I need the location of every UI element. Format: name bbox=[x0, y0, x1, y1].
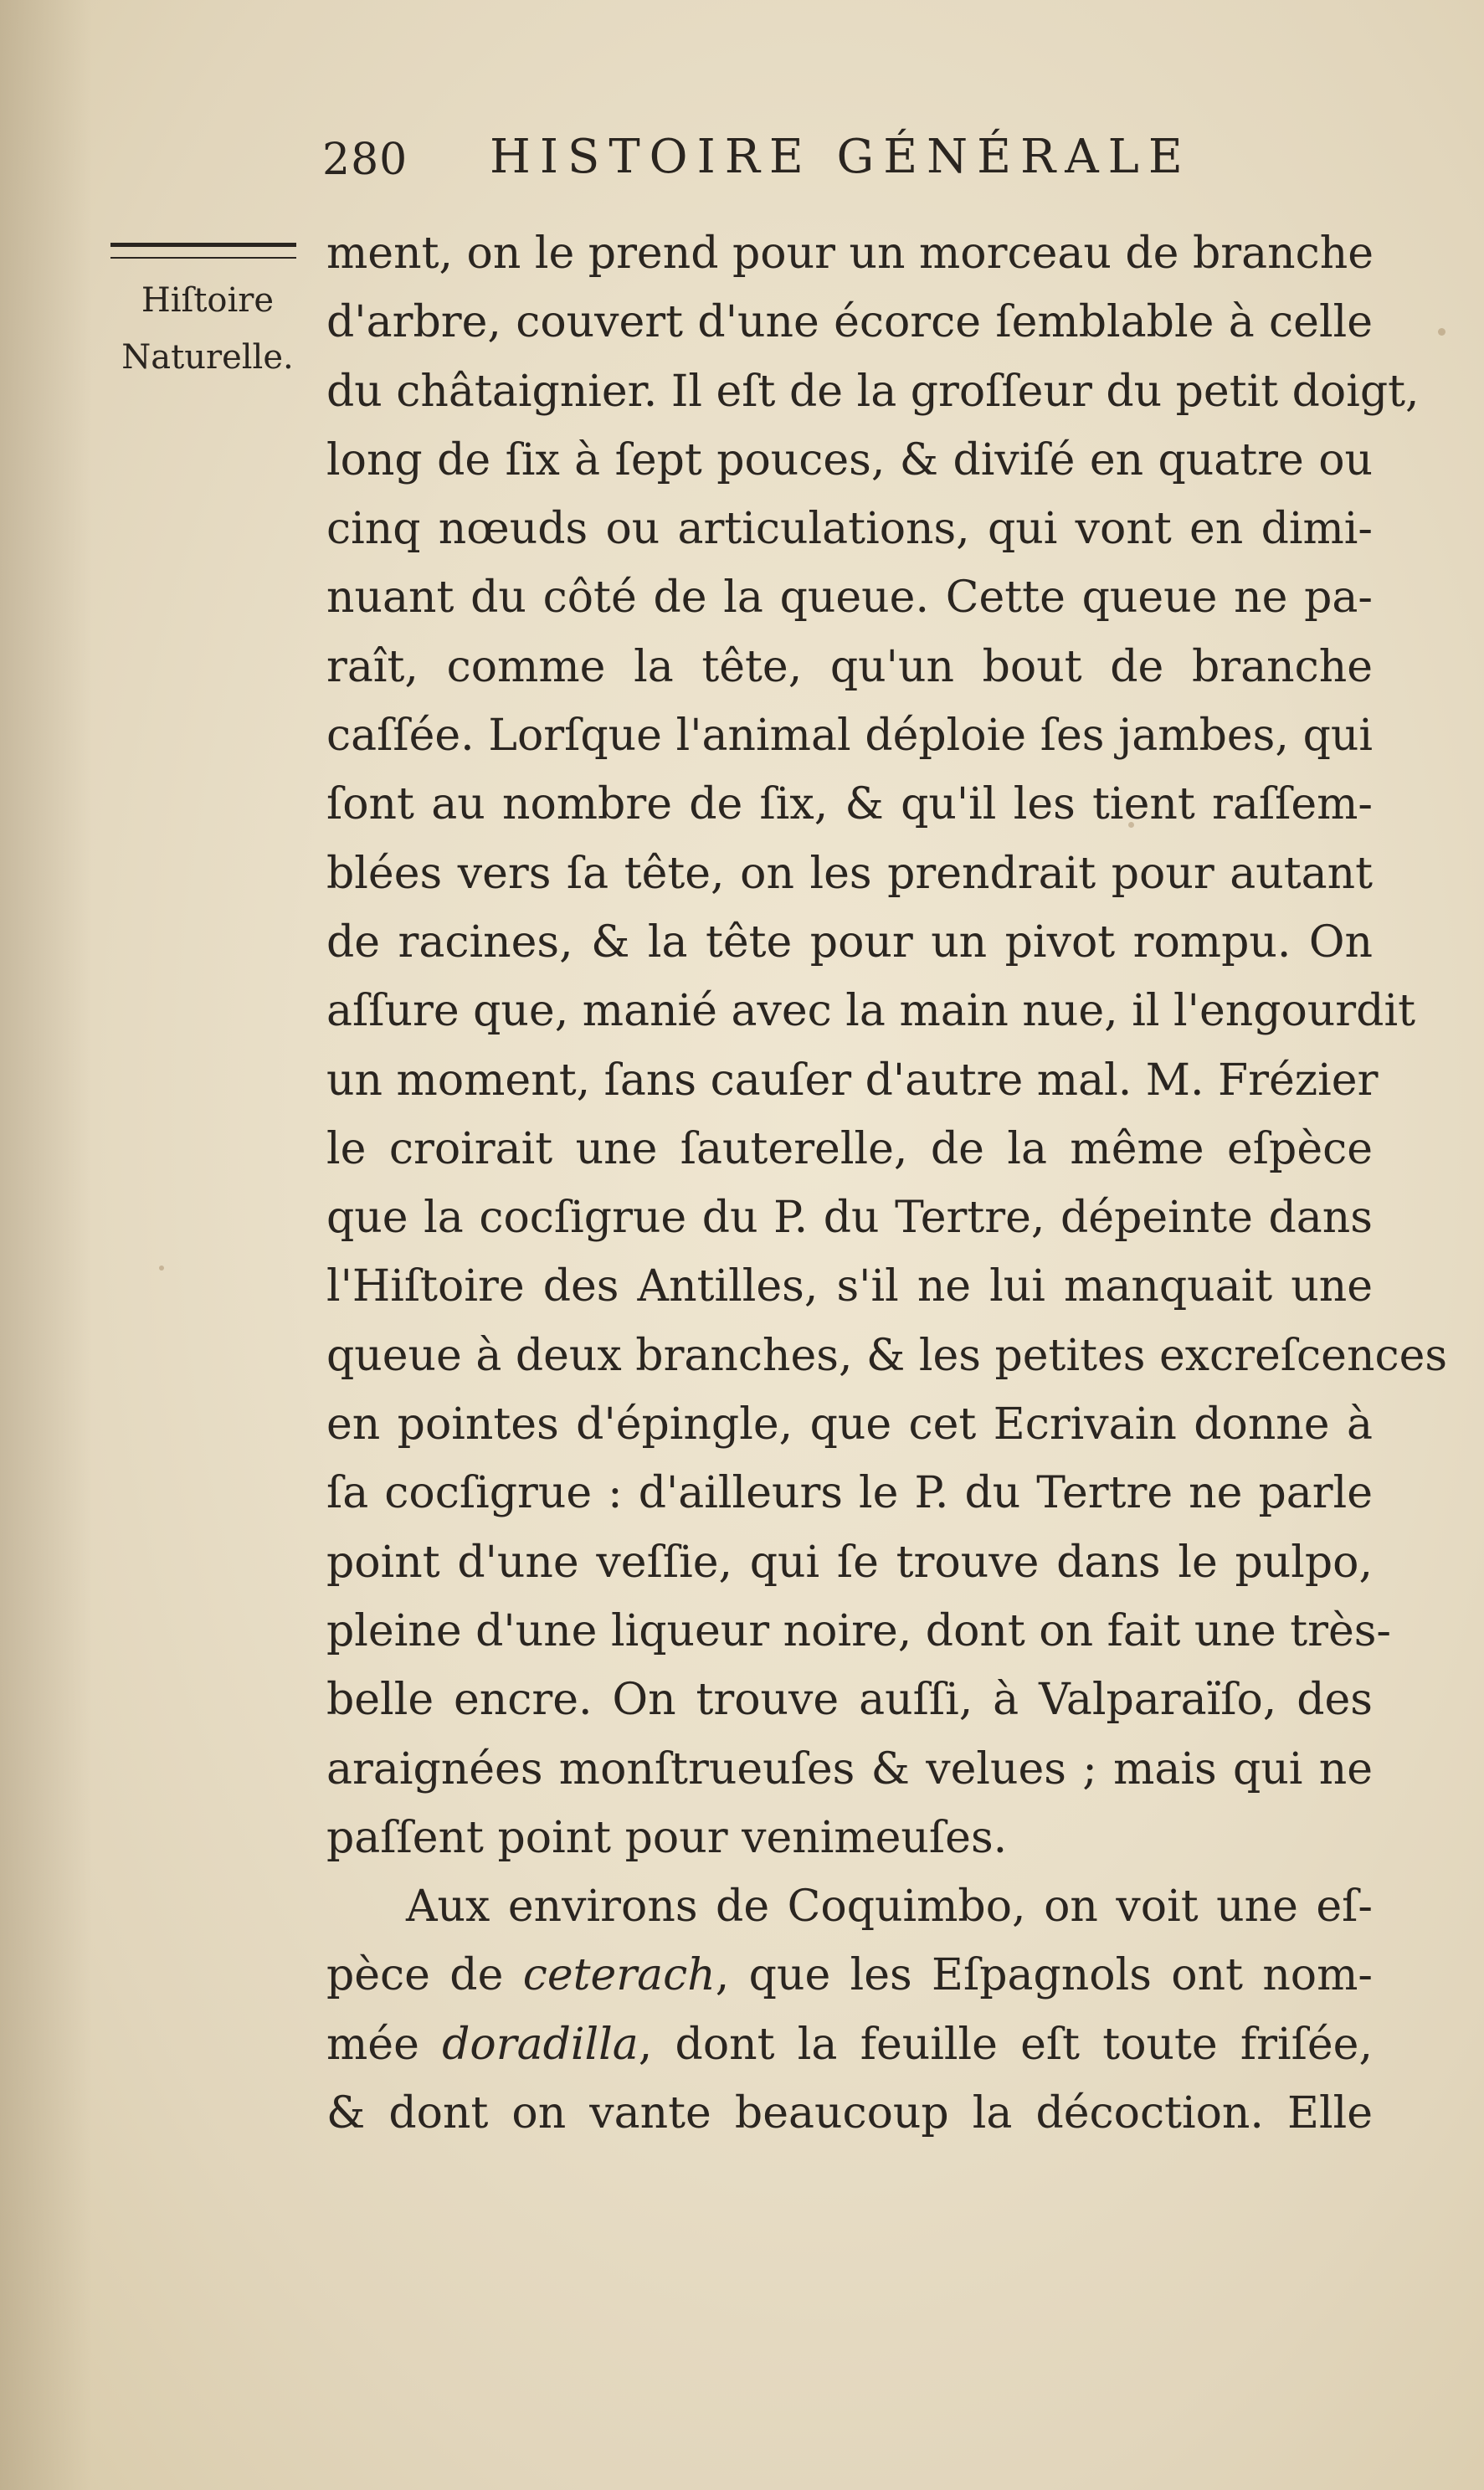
text-line: le croirait une ſauterelle, de la même eſpèce bbox=[326, 1123, 1373, 1174]
margin-note bbox=[107, 272, 308, 386]
page-number: 280 bbox=[322, 135, 408, 185]
text-line: ſa cocſigrue : d'ailleurs le P. du Tertre ne parle bbox=[326, 1468, 1373, 1519]
margin-note-line: Naturelle. bbox=[121, 338, 294, 377]
text-line bbox=[326, 2010, 1373, 2079]
text-line: paſſent point pour venimeuſes. bbox=[326, 1812, 1008, 1863]
text-line: araignées monſtrueuſes & velues ; mais qui ne bbox=[326, 1743, 1373, 1794]
paper-spot bbox=[1438, 328, 1445, 336]
text-line: un moment, ſans cauſer d'autre mal. M. Frézier bbox=[326, 1055, 1379, 1106]
text-line: l'Hiſtoire des Antilles, s'il ne lui manquait une bbox=[326, 1261, 1373, 1312]
text-run: , dont la feuille eſt toute friſée, bbox=[638, 2019, 1373, 2070]
paper-spot bbox=[159, 1266, 164, 1271]
text-line: long de ſix à ſept pouces, & diviſé en quatre ou bbox=[326, 434, 1373, 485]
text-line: du châtaignier. Il eſt de la groſſeur du petit doigt, bbox=[326, 366, 1420, 417]
text-line: aſſure que, manié avec la main nue, il l'engourdit bbox=[326, 986, 1415, 1037]
text-line: belle encre. On trouve auſſi, à Valparaïſo, des bbox=[326, 1675, 1373, 1726]
text-line: blées vers ſa tête, on les prendrait pour autant bbox=[326, 848, 1373, 899]
text-run: mée bbox=[326, 2019, 443, 2070]
text-line: point d'une veſſie, qui ſe trouve dans le pulpo, bbox=[326, 1537, 1373, 1588]
text-run: , que les Eſpagnols ont nom- bbox=[715, 1950, 1373, 2001]
text-line: nuant du côté de la queue. Cette queue ne pa- bbox=[326, 572, 1373, 624]
text-line: queue à deux branches, & les petites excreſcences bbox=[326, 1330, 1448, 1381]
paper-spot bbox=[1128, 822, 1134, 828]
margin-note-line: Hiſtoire bbox=[141, 281, 275, 320]
text-line: cinq nœuds ou articulations, qui vont en dimi- bbox=[326, 504, 1373, 555]
italic-term: doradilla bbox=[442, 2019, 639, 2070]
text-line: de racines, & la tête pour un pivot rompu. On bbox=[326, 916, 1373, 968]
gutter-shadow bbox=[0, 0, 92, 2490]
running-title: HISTOIRE GÉNÉRALE bbox=[490, 130, 1192, 184]
text-line: en pointes d'épingle, que cet Ecrivain donne à bbox=[326, 1399, 1373, 1450]
text-line bbox=[326, 1941, 1373, 2010]
margin-ornament-rule bbox=[110, 243, 296, 259]
text-line: & dont on vante beaucoup la décoction. Elle bbox=[326, 2088, 1373, 2139]
paragraph-first-line: Aux environs de Coquimbo, on voit une eſ- bbox=[406, 1882, 1373, 1933]
text-run: pèce de bbox=[326, 1950, 523, 2001]
text-line: caſſée. Lorſque l'animal déploie ſes jambes, qui bbox=[326, 711, 1373, 762]
text-line: d'arbre, couvert d'une écorce ſemblable à celle bbox=[326, 297, 1373, 348]
page-header bbox=[322, 130, 1410, 188]
text-line: raît, comme la tête, qu'un bout de branche bbox=[326, 641, 1373, 692]
body-text bbox=[326, 219, 1448, 2148]
text-line: pleine d'une liqueur noire, dont on fait une très- bbox=[326, 1605, 1391, 1656]
text-line: que la cocſigrue du P. du Tertre, dépeinte dans bbox=[326, 1193, 1373, 1244]
italic-term: ceterach bbox=[522, 1950, 716, 2001]
text-line: ſont au nombre de ſix, & qu'il les tient raſſem- bbox=[326, 779, 1373, 830]
text-line: ment, on le prend pour un morceau de branche bbox=[326, 228, 1374, 279]
